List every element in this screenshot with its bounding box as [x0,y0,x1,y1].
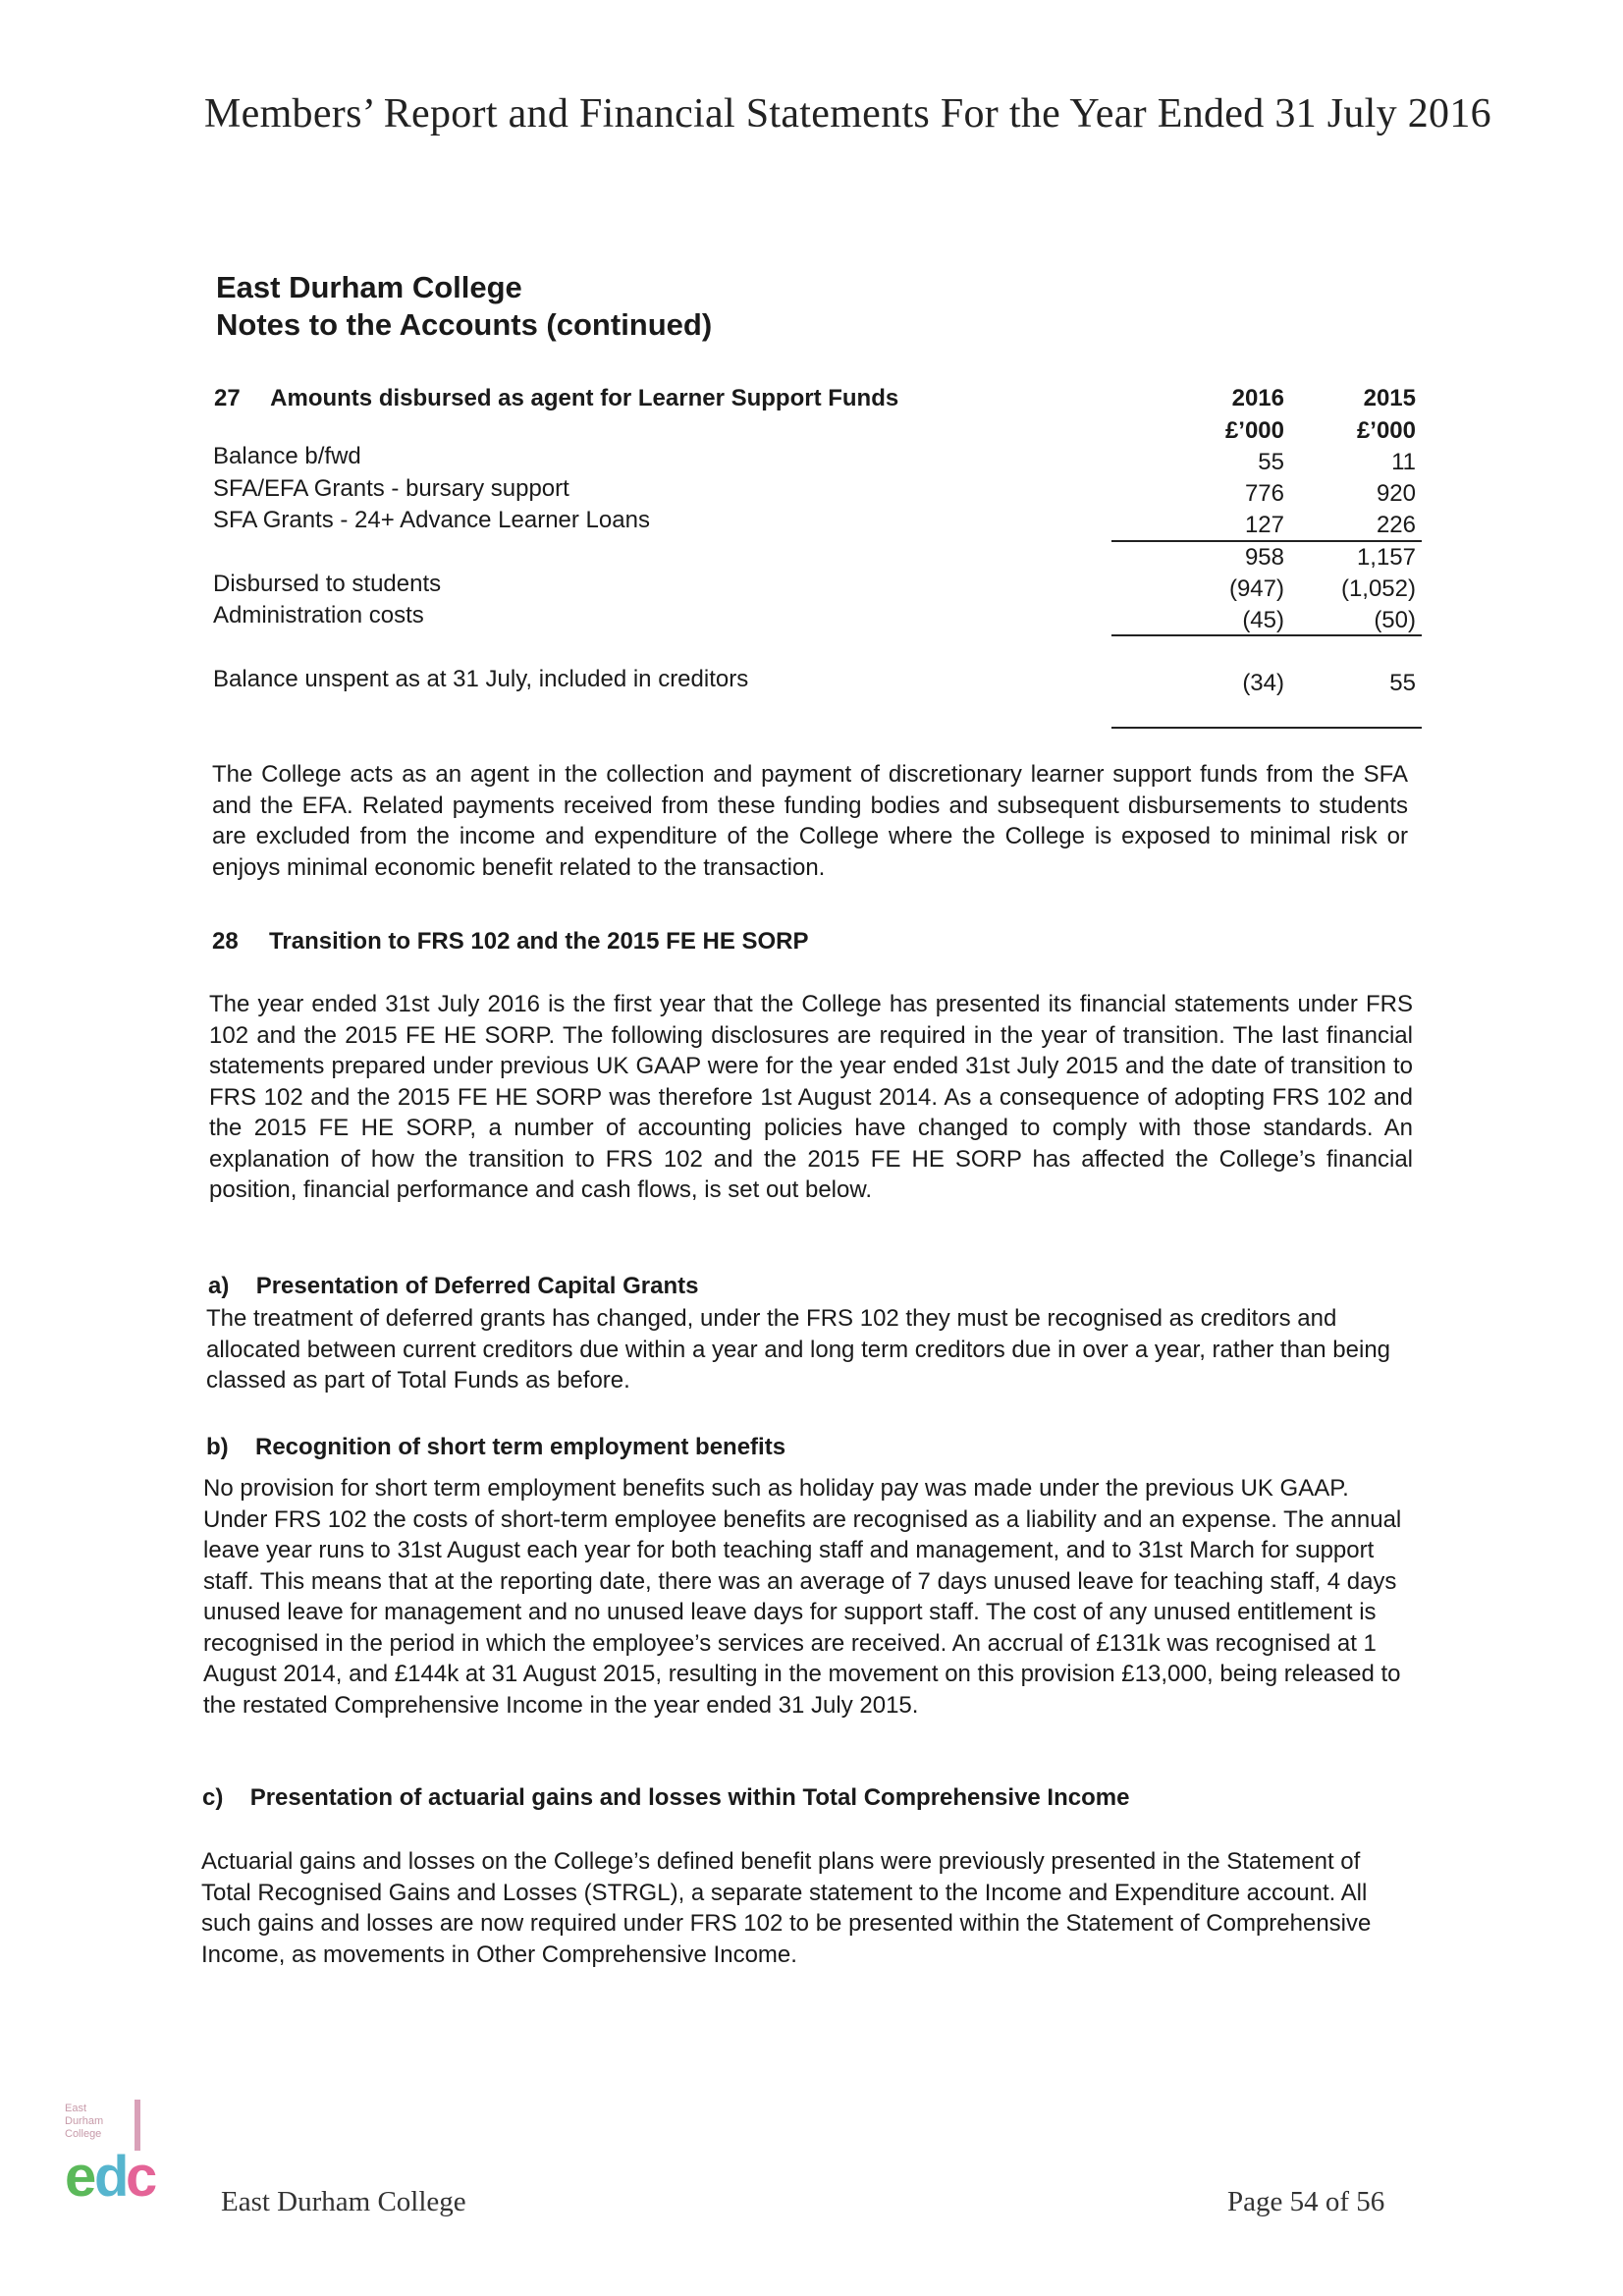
footer-college-name: East Durham College [221,2186,466,2217]
logo-word-east: East [65,2103,87,2114]
item-heading: Presentation of actuarial gains and losses within Total Comprehensive Income [249,1784,1130,1811]
note-28-b-text: No provision for short term employment benefits such as holiday pay was made under the previous UK GAAP. Under FRS 102 the costs of short-term employee benefits are recognised as a liability and an expense. The annual leave year runs to 31st August each year for both teaching staff and management, and to 31st March for support staff. This means that at the reporting date, there was an average of 7 days unused leave for teaching staff, 4 days unused leave for management and no unused leave days for support staff. The cost of any unused entitlement is recognised in the period in which the employee’s services are received. An accrual of £131k was recognised at 1 August 2014, and £144k at 31 August 2015, resulting in the movement on this provision £13,000, being released to the restated Comprehensive Income in the year ended 31 July 2015. [203,1475,1402,1719]
table-cell-2016: 55 [1258,449,1284,475]
note-28-a-heading [208,1273,698,1300]
table-row-label: Balance b/fwd [213,443,361,469]
note-28-heading [212,928,809,956]
logo-bar [135,2100,140,2151]
table-row-label: Balance unspent as at 31 July, included in creditors [213,666,749,692]
note-27-paragraph: The College acts as an agent in the collection and payment of discretionary learner support funds from the SFA and the EFA. Related payments received from these funding bodies and subsequent disbursements to students are excluded from the income and expenditure of the College where the College is exposed to minimal risk or enjoys minimal economic benefit related to the transaction. [212,761,1408,881]
note-28-title: Transition to FRS 102 and the 2015 FE HE SORP [269,928,809,955]
item-letter: c) [202,1784,224,1811]
college-logo [61,2098,179,2206]
item-letter: a) [208,1273,230,1299]
table-rule [1111,540,1422,542]
col-2016-year: 2016 [1231,385,1284,411]
table-cell-2015: 226 [1376,512,1416,538]
table-cell-2016-subtotal: 958 [1244,544,1284,571]
logo-letter-d: d [94,2145,130,2206]
notes-title: Notes to the Accounts (continued) [216,307,713,342]
col-2016-unit: £’000 [1224,417,1284,444]
table-cell-2015: (50) [1374,607,1416,633]
org-name: East Durham College [216,270,522,304]
table-cell-2015-subtotal: 1,157 [1356,544,1416,571]
item-heading: Recognition of short term employment benefits [255,1434,786,1460]
table-cell-2015-total: 55 [1389,670,1416,696]
note-27-heading [214,385,898,412]
note-28-number: 28 [212,928,239,955]
item-heading: Presentation of Deferred Capital Grants [255,1273,699,1299]
note-27-number: 27 [214,385,241,411]
table-cell-2015: 920 [1376,480,1416,507]
logo-word-durham: Durham [65,2115,104,2127]
page-header-title: Members’ Report and Financial Statements For the Year Ended 31 July 2016 [204,91,1491,137]
note-28-c-heading [202,1784,1129,1812]
logo-letter-c: c [126,2145,158,2206]
table-cell-2016: 776 [1244,480,1284,507]
logo-word-college: College [65,2128,102,2140]
table-row-label: Administration costs [213,602,424,629]
table-cell-2016: (947) [1228,575,1284,602]
table-cell-2016: 127 [1244,512,1284,538]
table-cell-2015: 11 [1391,449,1416,475]
note-28-a-text: The treatment of deferred grants has changed, under the FRS 102 they must be recognised as creditors and allocated between current creditors due within a year and long term creditors due in over a year, rather than being classed as part of Total Funds as before. [206,1305,1391,1394]
table-cell-2015: (1,052) [1340,575,1416,602]
table-cell-2016-total: (34) [1242,670,1284,696]
col-2015-unit: £’000 [1356,417,1416,444]
table-cell-2016: (45) [1242,607,1284,633]
table-row-label: SFA/EFA Grants - bursary support [213,475,569,502]
note-28-c-text: Actuarial gains and losses on the College’s defined benefit plans were previously presented in the Statement of Total Recognised Gains and Losses (STRGL), a separate statement to the Income and Expenditure account. All such gains and losses are now required under FRS 102 to be presented within the Statement of Comprehensive Income, as movements in Other Comprehensive Income. [201,1848,1372,1968]
note-28-b-heading [206,1434,785,1461]
footer-page-number: Page 54 of 56 [1227,2186,1385,2217]
note-27-title: Amounts disbursed as agent for Learner Support Funds [270,385,899,411]
logo-letter-e: e [65,2145,97,2206]
item-letter: b) [206,1434,229,1460]
table-rule [1111,727,1422,729]
table-row-label: Disbursed to students [213,571,442,597]
col-2015-year: 2015 [1363,385,1416,411]
table-row-label: SFA Grants - 24+ Advance Learner Loans [213,507,650,533]
college-logo-mark [61,2098,179,2206]
table-rule [1111,634,1422,636]
note-28-intro: The year ended 31st July 2016 is the first year that the College has presented its financial statements under FRS 102 and the 2015 FE HE SORP. The following disclosures are required in the year of transition. The last financial statements prepared under previous UK GAAP were for the year ended 31st July 2015 and the date of transition to FRS 102 and the 2015 FE HE SORP was therefore 1st August 2014. As a consequence of adopting FRS 102 and the 2015 FE HE SORP, a number of accounting policies have changed to comply with those standards. An explanation of how the transition to FRS 102 and the 2015 FE HE SORP has affected the College’s financial position, financial performance and cash flows, is set out below. [209,991,1413,1203]
